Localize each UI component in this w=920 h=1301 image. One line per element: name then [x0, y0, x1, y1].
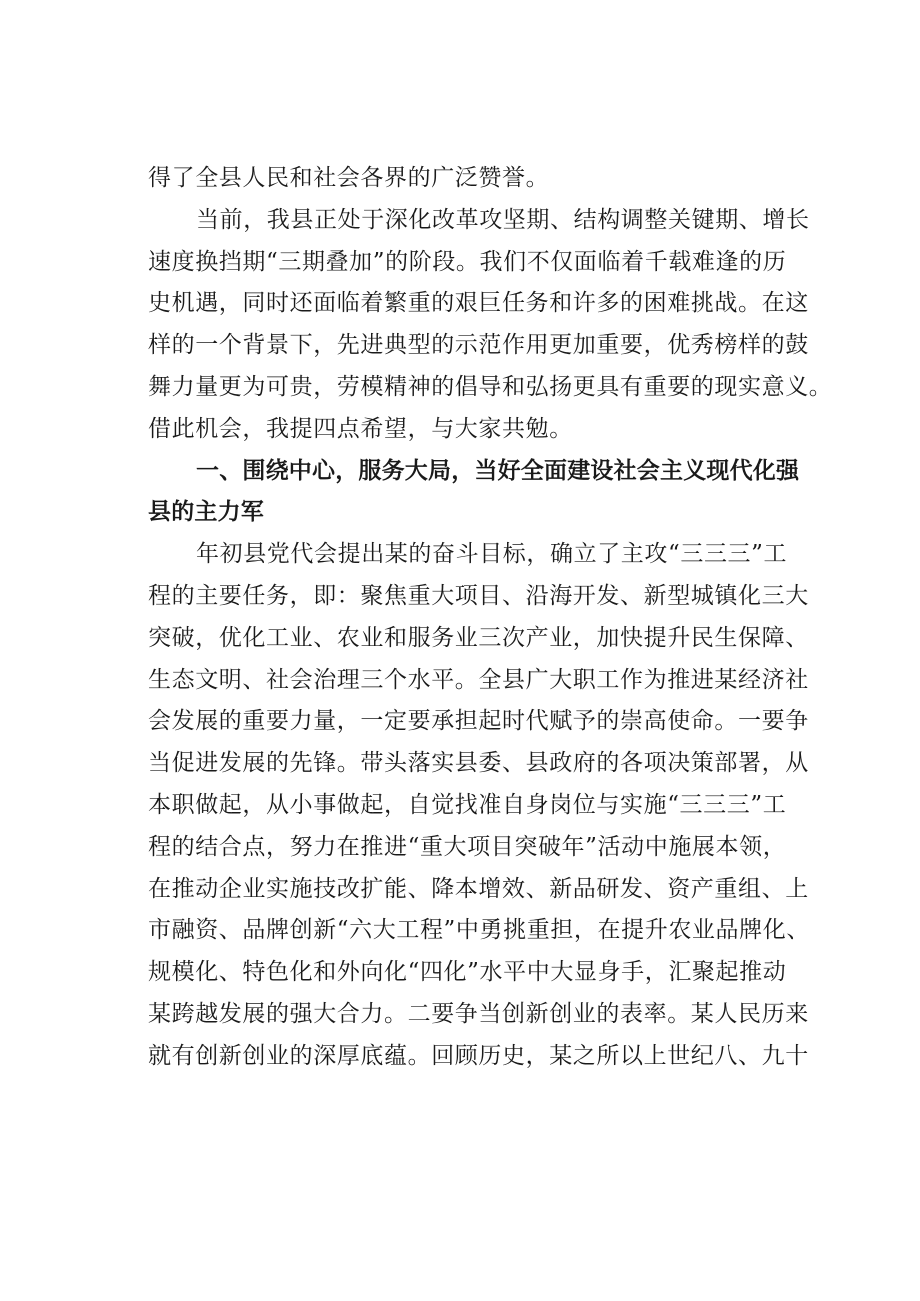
paragraph-line: 史机遇，同时还面临着繁重的艰巨任务和许多的困难挑战。在这 — [148, 290, 809, 317]
paragraph-line: 样的一个背景下，先进典型的示范作用更加重要，优秀榜样的鼓 — [148, 332, 809, 359]
section-heading-line: 县的主力军 — [148, 499, 264, 526]
paragraph-line: 生态文明、社会治理三个水平。全县广大职工作为推进某经济社 — [148, 666, 809, 693]
paragraph-line: 当前，我县正处于深化改革攻坚期、结构调整关键期、增长 — [196, 206, 810, 233]
paragraph-line: 本职做起，从小事做起，自觉找准自身岗位与实施“三三三”工 — [148, 791, 787, 818]
paragraph-line: 规模化、特色化和外向化“四化”水平中大显身手，汇聚起推动 — [148, 959, 787, 986]
paragraph-line: 借此机会，我提四点希望，与大家共勉。 — [148, 415, 573, 442]
paragraph-line: 速度换挡期“三期叠加”的阶段。我们不仅面临着千载难逢的历 — [148, 248, 787, 275]
paragraph-line: 程的结合点，努力在推进“重大项目突破年”活动中施展本领， — [148, 833, 787, 860]
paragraph-line: 突破，优化工业、农业和服务业三次产业，加快提升民生保障、 — [148, 624, 809, 651]
paragraph-line: 在推动企业实施技改扩能、降本增效、新品研发、资产重组、上 — [148, 875, 809, 902]
paragraph-line: 某跨越发展的强大合力。二要争当创新创业的表率。某人民历来 — [148, 1000, 809, 1027]
paragraph-line: 市融资、品牌创新“六大工程”中勇挑重担，在提升农业品牌化、 — [148, 917, 810, 944]
section-heading-line: 一、围绕中心，服务大局，当好全面建设社会主义现代化强 — [196, 457, 800, 484]
paragraph-line: 舞力量更为可贵，劳模精神的倡导和弘扬更具有重要的现实意义。 — [148, 373, 833, 400]
paragraph-line: 会发展的重要力量，一定要承担起时代赋予的崇高使命。一要争 — [148, 708, 809, 735]
paragraph-line: 当促进发展的先锋。带头落实县委、县政府的各项决策部署，从 — [148, 750, 809, 777]
paragraph-line: 程的主要任务，即：聚焦重大项目、沿海开发、新型城镇化三大 — [148, 582, 809, 609]
paragraph-line: 就有创新创业的深厚底蕴。回顾历史，某之所以上世纪八、九十 — [148, 1042, 809, 1069]
paragraph-line: 得了全县人民和社会各界的广泛赞誉。 — [148, 165, 550, 191]
paragraph-line: 年初县党代会提出某的奋斗目标，确立了主攻“三三三”工 — [196, 541, 788, 568]
document-body — [148, 158, 833, 1078]
